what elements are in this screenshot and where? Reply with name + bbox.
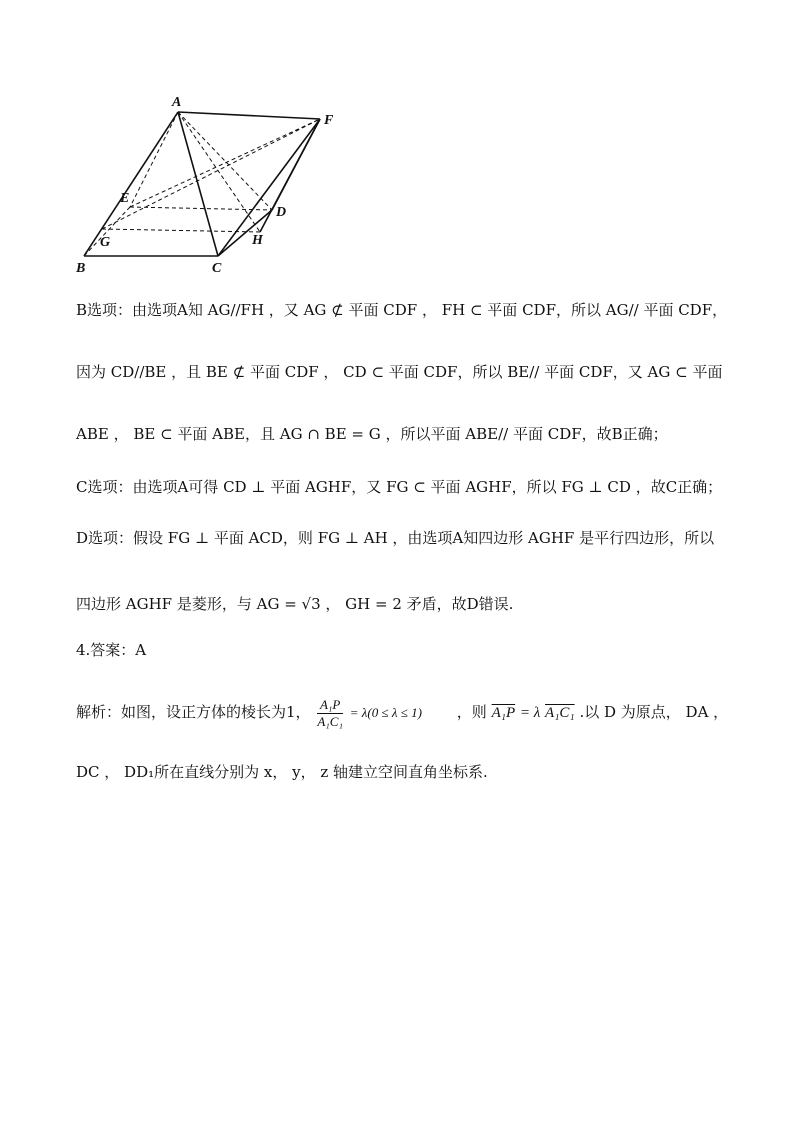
label-E: E — [120, 191, 130, 206]
analysis-intro: 解析：如图，设正方体的棱长为1， — [76, 703, 311, 721]
label-D: D — [276, 205, 287, 220]
edge-EF — [130, 119, 320, 207]
text-line-analysis — [76, 692, 728, 732]
text-line-rhombus: 四边形 AGHF 是菱形，与 AG = √3 ， GH = 2 矛盾，故D错误. — [76, 595, 514, 613]
label-H: H — [252, 233, 263, 248]
vector-a1c1: A₁C₁ — [545, 705, 575, 721]
vector-a1p: A₁P — [491, 705, 516, 721]
label-F: F — [324, 113, 334, 128]
edge-AH — [178, 112, 260, 232]
text-line-abe: ABE ， BE ⊂ 平面 ABE，且 AG ∩ BE = G ，所以平面 ABE// 平面 CDF，故B正确； — [76, 425, 668, 443]
edge-CF — [218, 119, 320, 256]
text-line-d-option: D选项：假设 FG ⊥ 平面 ACD，则 FG ⊥ AH ，由选项A知四边形 AGHF 是平行四边形，所以 — [76, 529, 715, 547]
text-line-b-option: B选项：由选项A知 AG//FH ，又 AG ⊄ 平面 CDF ， FH ⊂ 平面 CDF，所以 AG// 平面 CDF， — [76, 301, 728, 319]
fraction-denominator: A₁C₁ — [317, 713, 343, 729]
then-text: ，则 — [456, 703, 487, 721]
answer-heading: 4.答案：A — [76, 641, 147, 659]
text-line-c-option: C选项：由选项A可得 CD ⊥ 平面 AGHF，又 FG ⊂ 平面 AGHF，所以 FG ⊥ CD ，故C正确； — [76, 478, 723, 496]
fraction-numerator: A₁P — [317, 697, 343, 714]
edge-AF — [178, 112, 320, 119]
label-C: C — [212, 261, 222, 276]
edge-ED — [130, 207, 272, 210]
lambda-range: = λ(0 ≤ λ ≤ 1) — [349, 705, 422, 720]
ratio-fraction — [317, 697, 343, 730]
text-line-because: 因为 CD//BE ，且 BE ⊄ 平面 CDF ， CD ⊂ 平面 CDF，所以 BE// 平面 CDF，又 AG ⊂ 平面 — [76, 363, 723, 381]
edge-GF — [102, 119, 320, 229]
edge-AB — [84, 112, 178, 256]
text-line-coordinates: DC ， DD₁所在直线分别为 x， y， z 轴建立空间直角坐标系. — [76, 763, 488, 781]
geometry-figure — [72, 92, 362, 282]
edge-FH — [260, 119, 320, 232]
origin-text: .以 D 为原点， DA ， — [579, 703, 729, 721]
label-B: B — [76, 261, 86, 276]
label-A: A — [172, 95, 182, 110]
lambda-eq: = λ — [519, 705, 541, 721]
edge-AC — [178, 112, 218, 256]
edge-AE — [130, 112, 178, 207]
edge-CD — [218, 210, 272, 256]
label-G: G — [100, 235, 111, 250]
